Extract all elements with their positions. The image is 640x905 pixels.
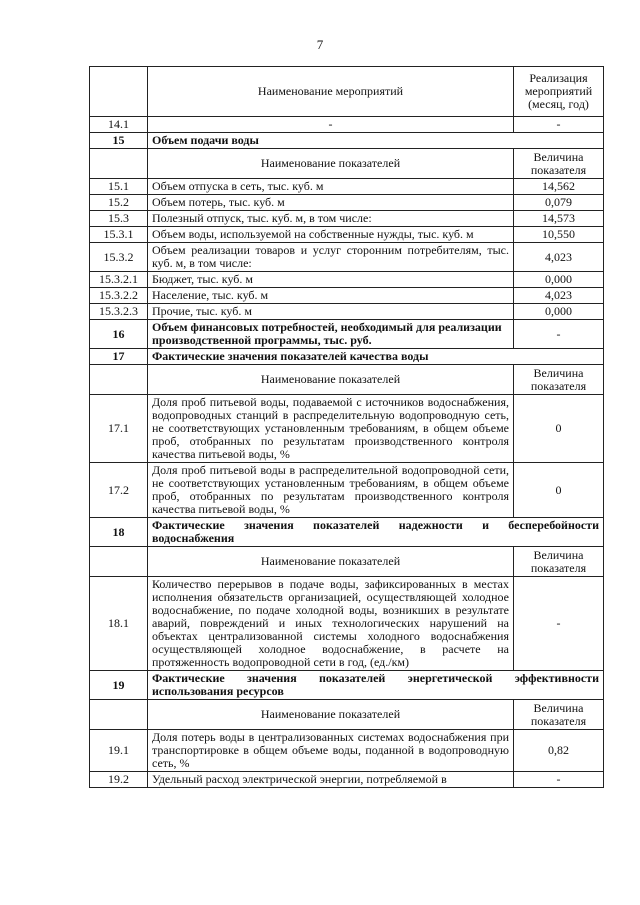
- row-value: 0,079: [514, 195, 604, 211]
- table-row: [90, 243, 604, 272]
- row-value: -: [514, 772, 604, 788]
- section-number: 16: [90, 320, 148, 349]
- subheader-indicator-name: Наименование показателей: [148, 149, 514, 179]
- row-value: 0,000: [514, 304, 604, 320]
- table-row: [90, 577, 604, 671]
- section-number: 19: [90, 671, 148, 700]
- subheader-indicator-name: Наименование показателей: [148, 700, 514, 730]
- row-value: 0,000: [514, 272, 604, 288]
- subheader-num-cell: [90, 547, 148, 577]
- row-value: 4,023: [514, 243, 604, 272]
- section-title: Фактические значения показателей надежности и бесперебойности водоснабжения: [148, 518, 604, 547]
- header-measures: Наименование мероприятий: [148, 67, 514, 117]
- table-row: [90, 272, 604, 288]
- section-number: 15: [90, 133, 148, 149]
- subheader-num-cell: [90, 149, 148, 179]
- section-19-row: [90, 671, 604, 700]
- row-name: Объем воды, используемой на собственные нужды, тыс. куб. м: [148, 227, 514, 243]
- row-value: 0: [514, 463, 604, 518]
- row-name: Доля потерь воды в централизованных системах водоснабжения при транспортировке в общем объеме воды, поданной в водопроводную сеть, %: [148, 730, 514, 772]
- subheader-indicator-name: Наименование показателей: [148, 365, 514, 395]
- row-number: 15.1: [90, 179, 148, 195]
- row-number: 17.2: [90, 463, 148, 518]
- row-name: Доля проб питьевой воды, подаваемой с источников водоснабжения, водопроводных станций в распределительную водопроводную сеть, не соответствующих установленным требованиям, в общем объеме проб, отобранных по результатам производственного контроля качества питьевой воды, %: [148, 395, 514, 463]
- row-name: Количество перерывов в подаче воды, зафиксированных в местах исполнения обязательств организацией, осуществляющей холодное водоснабжение, по подаче холодной воды, возникших в результате аварий, повреждений и иных технологических нарушений на объектах централизованной системы холодного водоснабжения осуществляющей холодное водоснабжение, в расчете на протяженность водопроводной сети в год, (ед./км): [148, 577, 514, 671]
- table-row: [90, 179, 604, 195]
- table-row: [90, 730, 604, 772]
- subheader-indicator-value: Величина показателя: [514, 149, 604, 179]
- row-value: -: [514, 117, 604, 133]
- row-name: Доля проб питьевой воды в распределительной водопроводной сети, не соответствующих установленным требованиям, в общем объеме проб, отобранных по результатам производственного контроля качества питьевой воды, %: [148, 463, 514, 518]
- row-number: 14.1: [90, 117, 148, 133]
- table-row: [90, 463, 604, 518]
- subheader-row: [90, 547, 604, 577]
- table-row: [90, 304, 604, 320]
- subheader-indicator-value: Величина показателя: [514, 365, 604, 395]
- subheader-indicator-value: Величина показателя: [514, 547, 604, 577]
- row-number: 17.1: [90, 395, 148, 463]
- row-name: Прочие, тыс. куб. м: [148, 304, 514, 320]
- row-number: 18.1: [90, 577, 148, 671]
- row-name: Население, тыс. куб. м: [148, 288, 514, 304]
- row-number: 15.3: [90, 211, 148, 227]
- section-16-row: [90, 320, 604, 349]
- table-row: [90, 211, 604, 227]
- row-name: -: [148, 117, 514, 133]
- row-name: Объем отпуска в сеть, тыс. куб. м: [148, 179, 514, 195]
- row-name: Объем потерь, тыс. куб. м: [148, 195, 514, 211]
- section-18-row: [90, 518, 604, 547]
- header-realization: Реализация мероприятий (месяц, год): [514, 67, 604, 117]
- table-row: [90, 288, 604, 304]
- row-value: 0: [514, 395, 604, 463]
- row-number: 15.3.2: [90, 243, 148, 272]
- subheader-num-cell: [90, 365, 148, 395]
- section-title: Объем подачи воды: [148, 133, 604, 149]
- section-title: Объем финансовых потребностей, необходимый для реализации производственной программы, тыс. руб.: [148, 320, 514, 349]
- row-value: 10,550: [514, 227, 604, 243]
- row-number: 15.3.2.3: [90, 304, 148, 320]
- subheader-row: [90, 365, 604, 395]
- table-header-row: [90, 67, 604, 117]
- row-value: 14,562: [514, 179, 604, 195]
- row-value: 14,573: [514, 211, 604, 227]
- row-value: 4,023: [514, 288, 604, 304]
- subheader-indicator-name: Наименование показателей: [148, 547, 514, 577]
- row-name: Удельный расход электрической энергии, потребляемой в: [148, 772, 514, 788]
- indicators-table: [89, 66, 604, 788]
- page-number: 7: [316, 37, 324, 52]
- row-number: 19.1: [90, 730, 148, 772]
- row-name: Бюджет, тыс. куб. м: [148, 272, 514, 288]
- row-number: 15.3.2.2: [90, 288, 148, 304]
- subheader-num-cell: [90, 700, 148, 730]
- row-name: Полезный отпуск, тыс. куб. м, в том числе:: [148, 211, 514, 227]
- section-title: Фактические значения показателей энергетической эффективности использования ресурсов: [148, 671, 604, 700]
- header-num-cell: [90, 67, 148, 117]
- row-value: -: [514, 320, 604, 349]
- table-row: [90, 227, 604, 243]
- section-15-row: [90, 133, 604, 149]
- row-value: 0,82: [514, 730, 604, 772]
- table-row: [90, 395, 604, 463]
- table-row: [90, 772, 604, 788]
- subheader-indicator-value: Величина показателя: [514, 700, 604, 730]
- table-row: [90, 195, 604, 211]
- row-number: 19.2: [90, 772, 148, 788]
- row-number: 15.2: [90, 195, 148, 211]
- section-17-row: [90, 349, 604, 365]
- section-number: 18: [90, 518, 148, 547]
- section-title: Фактические значения показателей качества воды: [148, 349, 604, 365]
- row-number: 15.3.1: [90, 227, 148, 243]
- row-name: Объем реализации товаров и услуг сторонним потребителям, тыс. куб. м, в том числе:: [148, 243, 514, 272]
- row-number: 15.3.2.1: [90, 272, 148, 288]
- section-number: 17: [90, 349, 148, 365]
- table-row: [90, 117, 604, 133]
- subheader-row: [90, 149, 604, 179]
- subheader-row: [90, 700, 604, 730]
- row-value: -: [514, 577, 604, 671]
